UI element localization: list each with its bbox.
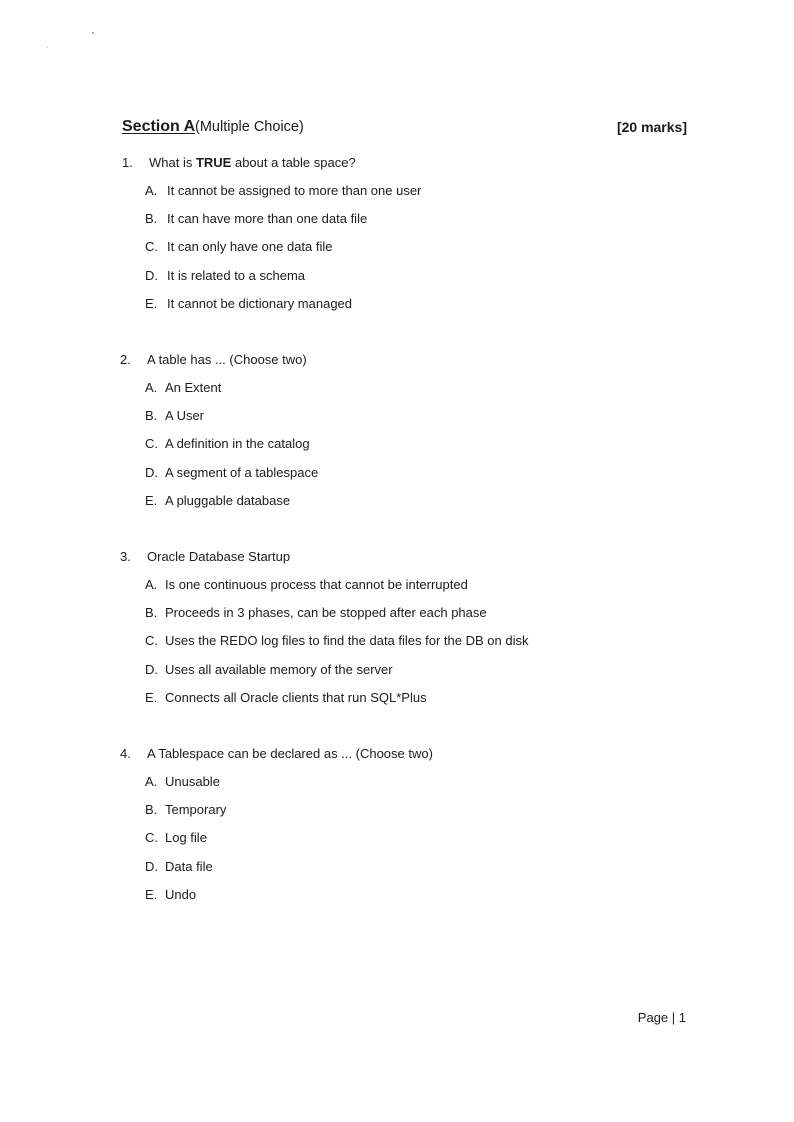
- question-text-part: about a table space?: [231, 155, 356, 170]
- question-number: 4.: [120, 746, 131, 761]
- question-1: [120, 153, 680, 322]
- question-text: [147, 547, 290, 567]
- question-text: [147, 744, 433, 764]
- option-text: A pluggable database: [165, 492, 291, 508]
- section-heading: [122, 118, 687, 142]
- option-text: Connects all Oracle clients that run SQL*Plus: [165, 689, 427, 705]
- option-text: Temporary: [165, 802, 227, 818]
- question-text: [149, 153, 356, 173]
- option-text: It can have more than one data file: [167, 211, 368, 227]
- option-text: Proceeds in 3 phases, can be stopped after each phase: [165, 605, 487, 621]
- option-text: A User: [165, 408, 205, 424]
- option-letter: B.: [145, 802, 158, 818]
- option-e: [120, 688, 680, 708]
- option-c: [120, 434, 680, 454]
- option-b: [120, 603, 680, 623]
- option-letter: D.: [145, 661, 158, 677]
- section-subtitle: (Multiple Choice): [195, 119, 304, 135]
- option-text: A segment of a tablespace: [165, 464, 319, 480]
- question-text-part: A table has ... (Choose two): [147, 352, 307, 367]
- option-text: It cannot be assigned to more than one user: [167, 183, 422, 198]
- option-letter: D.: [145, 267, 158, 283]
- option-letter: A.: [145, 380, 158, 395]
- option-c: [120, 237, 680, 257]
- option-e: [120, 491, 680, 511]
- option-text: Unusable: [165, 774, 220, 789]
- option-text: An Extent: [165, 380, 222, 395]
- option-c: [120, 828, 680, 848]
- question-text-part: Oracle Database Startup: [147, 549, 291, 564]
- option-list: [120, 575, 680, 708]
- option-e: [120, 294, 680, 314]
- question-number: 2.: [120, 352, 131, 367]
- option-d: [120, 266, 680, 286]
- question-text: [147, 350, 307, 370]
- option-list: [120, 181, 680, 314]
- option-a: [120, 575, 680, 595]
- option-letter: E.: [145, 886, 158, 902]
- option-text: A definition in the catalog: [165, 436, 310, 452]
- option-d: [120, 463, 680, 483]
- section-title: Section A: [122, 118, 196, 135]
- option-b: [120, 406, 680, 426]
- question-4: [120, 744, 680, 913]
- option-letter: A.: [145, 577, 158, 592]
- question-text-emphasis: TRUE: [195, 155, 232, 170]
- question-number: 1.: [122, 155, 133, 170]
- option-text: It can only have one data file: [167, 239, 333, 255]
- question-2: [120, 350, 680, 519]
- option-list: [120, 772, 680, 905]
- section-marks: [20 marks]: [616, 119, 687, 135]
- option-text: Data file: [165, 858, 213, 874]
- option-letter: B.: [145, 408, 158, 424]
- option-letter: E.: [145, 295, 158, 311]
- question-stem: [120, 744, 680, 764]
- page-number: Page | 1: [637, 1010, 686, 1025]
- option-list: [120, 378, 680, 511]
- option-a: [120, 181, 680, 201]
- question-stem: [120, 153, 680, 173]
- option-text: It is related to a schema: [167, 267, 306, 283]
- scan-speck: [92, 32, 94, 34]
- option-b: [120, 209, 680, 229]
- option-d: [120, 660, 680, 680]
- option-letter: D.: [145, 464, 158, 480]
- option-letter: C.: [145, 633, 158, 649]
- option-text: Uses all available memory of the server: [165, 661, 393, 677]
- option-letter: E.: [145, 492, 158, 508]
- option-letter: C.: [145, 436, 158, 452]
- option-text: Uses the REDO log files to find the data files for the DB on disk: [165, 633, 529, 649]
- question-text-part: A Tablespace can be declared as ... (Choose two): [147, 746, 433, 761]
- option-text: Is one continuous process that cannot be interrupted: [165, 577, 468, 592]
- option-b: [120, 800, 680, 820]
- option-letter: B.: [145, 605, 158, 621]
- question-text-part: What is: [149, 155, 196, 170]
- question-3: [120, 547, 680, 716]
- scan-speck: [47, 47, 48, 48]
- option-e: [120, 885, 680, 905]
- option-letter: A.: [145, 774, 158, 789]
- option-letter: D.: [145, 858, 158, 874]
- option-a: [120, 378, 680, 398]
- option-a: [120, 772, 680, 792]
- option-c: [120, 631, 680, 651]
- option-text: Undo: [165, 886, 197, 902]
- option-text: Log file: [165, 830, 207, 846]
- question-number: 3.: [120, 549, 131, 564]
- option-d: [120, 857, 680, 877]
- option-text: It cannot be dictionary managed: [167, 295, 353, 311]
- option-letter: B.: [145, 211, 158, 227]
- option-letter: C.: [145, 830, 158, 846]
- question-stem: [120, 350, 680, 370]
- option-letter: A.: [145, 183, 158, 198]
- option-letter: E.: [145, 689, 158, 705]
- question-stem: [120, 547, 680, 567]
- option-letter: C.: [145, 239, 158, 255]
